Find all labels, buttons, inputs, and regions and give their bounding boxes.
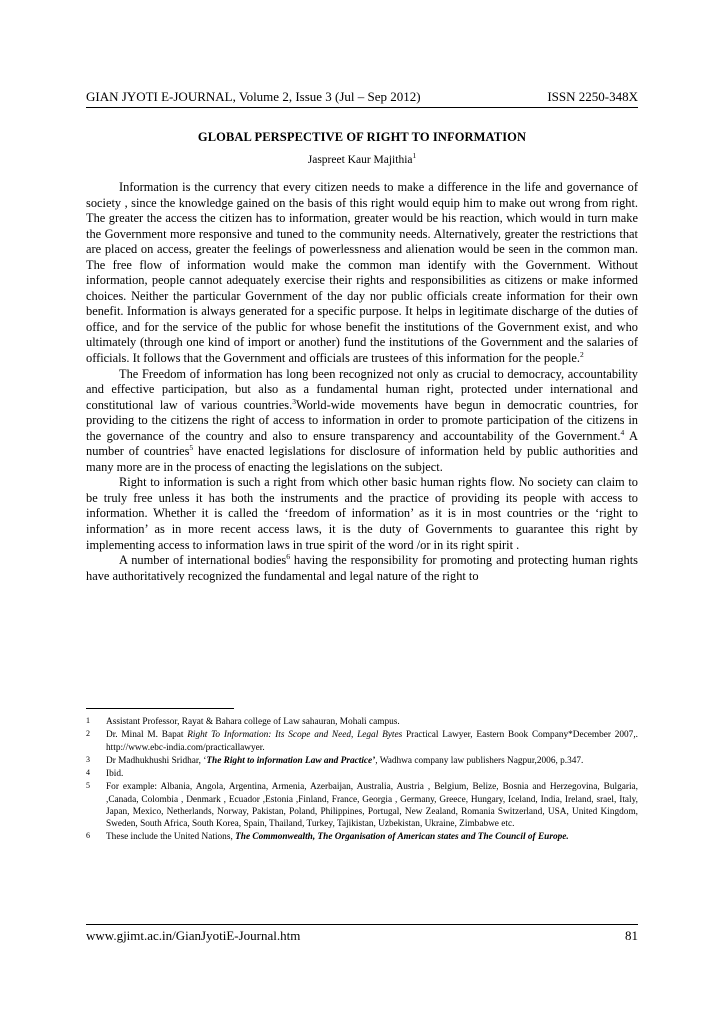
footnote: [86, 768, 638, 780]
footnote-text-part: , Wadhwa company law publishers Nagpur,2006, p.347.: [375, 755, 584, 766]
footnote-number: 4: [86, 768, 90, 777]
paragraph-text: The Freedom of information has long been recognized not only as crucial to democracy, accountability and effective participation, but also as a fundamental human right, protected under international and constitutional law of various countries.: [86, 366, 638, 412]
footnote-ref[interactable]: 6: [286, 552, 290, 561]
journal-url[interactable]: www.gjimt.ac.in/GianJyotiE-Journal.htm: [86, 928, 301, 943]
issn: ISSN 2250-348X: [547, 89, 638, 104]
running-footer: [86, 928, 638, 944]
footnote-number: 2: [86, 729, 90, 739]
footnote: [86, 831, 638, 843]
footnote-number: 1: [86, 716, 90, 725]
footnote-text-part: Practical Lawyer, Eastern Book Company*December 2007,. http://www.ebc-india.com/practicallawyer.: [106, 730, 638, 753]
footnote-ref[interactable]: 3: [292, 396, 296, 406]
paragraph-text: A number of international bodies: [119, 553, 287, 568]
footnotes: [86, 716, 638, 845]
footnote-ref[interactable]: 5: [189, 443, 194, 453]
footnote: [86, 781, 638, 830]
footnote-ref[interactable]: 1: [412, 151, 417, 161]
footnote: [86, 729, 638, 754]
footnote-text: Assistant Professor, Rayat & Bahara college of Law sahauran, Mohali campus.: [106, 717, 400, 727]
footer-divider: [86, 924, 638, 925]
header-divider: [86, 107, 638, 108]
paragraph: [86, 475, 638, 553]
footnote-number: 3: [86, 754, 90, 764]
footnote-number: 5: [86, 781, 90, 791]
footnote-text-part: Dr Madhukhushi Sridhar, ‘: [106, 755, 207, 766]
footnote: [86, 716, 638, 728]
footnote-source-title: The Commonwealth, The Organisation of American states and The Council of Europe.: [235, 832, 569, 843]
article-title: GLOBAL PERSPECTIVE OF RIGHT TO INFORMATION: [197, 130, 527, 144]
footnote-text: For example: Albania, Angola, Argentina, Armenia, Azerbaijan, Australia, Austria , Belgium, Belize, Bosnia and Herzegovina, Bulgaria, ,Canada, Colombia , Denmark , Ecuador ,Estonia ,Finland, France, Georgia , Germany, Greece, Hungary, Iceland, India, Ireland, srael, Italy, Japan, Mexico, Netherlands, Norway, Pakistan, Poland, Philippines, Portugal, New Zealand, Romania Switzerland, USA, United Kingdom, Sweden, South Africa, South Korea, Spain, Thailand, Turkey, Tajikistan, Uzbekistan, Ukraine, Zimbabwe etc.: [106, 782, 638, 829]
footnote-ref[interactable]: 4: [620, 427, 625, 437]
page-number: 81: [625, 928, 638, 943]
footnote-source-title: The Right to information Law and Practice’: [206, 755, 376, 766]
paragraph-text: World-wide movements have begun in democratic countries, for providing to the citizens the right of access to information in order to promote participation of the citizens in the governance of the country and also to ensure transparency and accountability of the Government.: [86, 397, 638, 443]
paragraph-text: Right to information is such a right from which other basic human rights flow. No society can claim to be truly free unless it has both the instruments and the practice of providing its people with access to information. Whether it is called the ‘freedom of information’ as it is in most countries or the ‘right to information’ as in more recent access laws, it is the duty of Governments to guarantee this right by implementing access to information laws in true spirit of the word /or in its right spirit .: [86, 475, 638, 552]
footnote-text: [106, 831, 638, 843]
running-header: [86, 89, 638, 105]
journal-citation: GIAN JYOTI E-JOURNAL, Volume 2, Issue 3 (Jul – Sep 2012): [86, 89, 421, 104]
paragraph: [86, 553, 638, 584]
footnote-divider: [86, 708, 234, 709]
paragraph-text: have enacted legislations for disclosure of information held by public authorities and many more are in the process of enacting the legislations on the subject.: [86, 444, 638, 474]
paragraph-text: Information is the currency that every citizen needs to make a difference in the life and governance of society , since the knowledge gained on the basis of this right would equip him to make out wrong from right. The greater the access the citizen has to information, greater would be his reaction, which would in turn make the Government more responsive and tuned to the community needs. Alternatively, greater the restrictions that are placed on access, greater the feelings of powerlessness and alienation would be seen in the common man. The free flow of information would make the common man identify with the Government. Without information, people cannot adequately exercise their rights and responsibilities as citizens or make informed choices. Neither the particular Government of the day nor public officials create information for their own benefit. Information is always generated for a specific purpose. It helps in legitimate discharge of the duties of office, and for the service of the public for whose benefit the institutions of the Government exist, and who ultimately (through one kind of import or another) fund the institutions of the Government and the salaries of officials. It follows that the Government and officials are trustees of this information for the people.: [86, 180, 638, 366]
paragraph: [86, 367, 638, 476]
footnote-ref[interactable]: 2: [580, 349, 584, 359]
paragraph-text: having the responsibility for promoting and protecting human rights have authoritatively recognized the fundamental and legal nature of the right to: [86, 553, 639, 583]
footnote-text: [106, 729, 638, 754]
footnote-number: 6: [86, 831, 90, 841]
footnote: [86, 755, 638, 767]
article-body: [86, 180, 638, 584]
paragraph: [86, 180, 638, 367]
article-author: [86, 151, 638, 166]
footnote-text-part: Dr. Minal M. Bapat: [106, 730, 188, 741]
footnote-source-title: Right To Information: Its Scope and Need, Legal Bytes: [187, 730, 403, 741]
footnote-text-part: These include the United Nations,: [106, 832, 236, 843]
footnote-text: Ibid.: [106, 769, 124, 779]
paragraph-text: A number of countries: [86, 428, 638, 459]
footnote-text: [106, 755, 638, 767]
author-name: Jaspreet Kaur Majithia: [307, 154, 413, 166]
